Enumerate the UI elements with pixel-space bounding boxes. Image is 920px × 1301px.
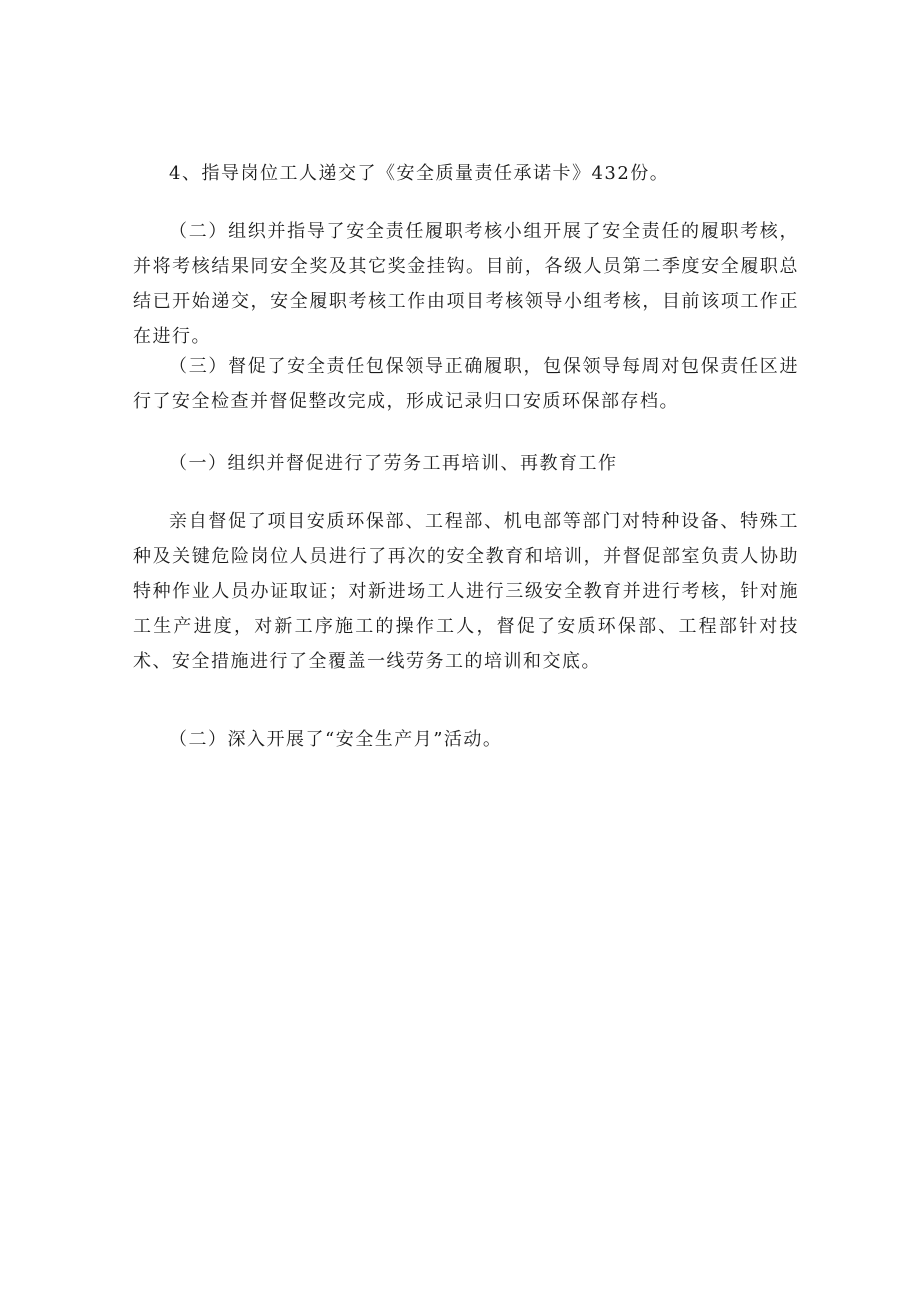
paragraph-commitment-cards: 4、指导岗位工人递交了《安全质量责任承诺卡》432份。 [169,163,670,184]
paragraph-leader-supervision: （三）督促了安全责任包保领导正确履职，包保领导每周对包保责任区进行了安全检查并督促整改完成，形成记录归口安质环保部存档。 [133,356,799,412]
paragraph-training-heading: （一）组织并督促进行了劳务工再培训、再教育工作 [169,453,618,474]
paragraph-training-details: 亲自督促了项目安质环保部、工程部、机电部等部门对特种设备、特殊工种及关键危险岗位人员进行了再次的安全教育和培训，并督促部室负责人协助特种作业人员办证取证；对新进场工人进行三级安全教育并进行考核，针对施工生产进度，对新工序施工的操作工人，督促了安质环保部、工程部针对技术、安全措施进行了全覆盖一线劳务工的培训和交底。 [133,511,799,672]
paragraph-safety-month: （二）深入开展了“安全生产月”活动。 [169,729,503,750]
paragraph-performance-assessment: （二）组织并指导了安全责任履职考核小组开展了安全责任的履职考核，并将考核结果同安全奖及其它奖金挂钩。目前，各级人员第二季度安全履职总结已开始递交，安全履职考核工作由项目考核领导小组考核，目前该项工作正在进行。 [133,221,799,347]
